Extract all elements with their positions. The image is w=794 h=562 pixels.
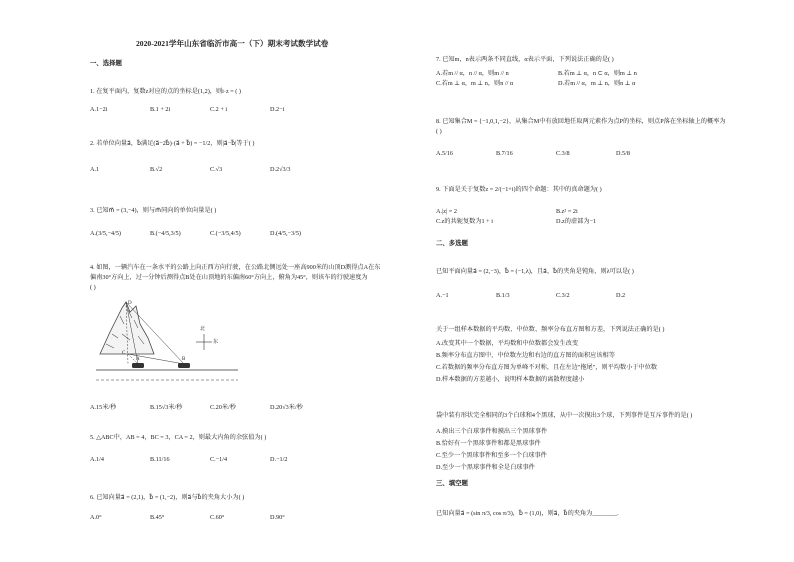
q1-option-c: C.2 + i [210, 106, 228, 113]
question-9-stem: 9. 下面是关于复数z = 2/(−1+i)的四个命题：其中的真命题为( ) [436, 186, 602, 193]
q9-option-b: B.z² = 2i [556, 208, 578, 215]
fig-label-d: D [128, 301, 132, 306]
q12-item-a: A.摸出三个白球事件和摸出三个黑球事件 [436, 428, 548, 435]
question-12-stem: 袋中装有形状完全相同的3个白球和4个黑球，从中一次摸出3个球，下列事件是互斥事件的是( ) [436, 412, 693, 419]
q6-option-c: C.60° [210, 514, 225, 521]
q10-option-b: B.1/3 [496, 292, 510, 299]
question-2-stem: 2. 若单位向量a⃗，b⃗满足(a⃗−2b⃗)·(a⃗ + b⃗) = −1/2，则|a⃗−b⃗|等于( ) [90, 140, 255, 147]
q3-option-b: B.(−4/5,3/5) [150, 230, 181, 237]
q1-option-d: D.2−i [270, 106, 285, 113]
q7-option-a: A.若m // α，n // α，则m // n [436, 70, 509, 77]
q4-option-a: A.15米/秒 [90, 404, 117, 411]
q11-item-b: B.频率分布直方图中，中位数左边和右边的直方图的面积应该相等 [436, 352, 615, 359]
q5-option-b: B.11/16 [150, 456, 170, 463]
q6-option-a: A.0° [90, 514, 102, 521]
section-heading: 一、选择题 [90, 60, 122, 67]
question-8-stem-line2: ( ) [436, 128, 442, 135]
section-heading: 三、填空题 [436, 480, 468, 487]
q1-option-b: B.1 + 2i [150, 106, 171, 113]
q9-option-d: D.z的虚部为−1 [556, 218, 597, 225]
q2-option-a: A.1 [90, 166, 100, 173]
question-13-stem: 已知向量a⃗ = (sin π/3, cos π/3)，b⃗ = (1,0)，则a⃗，b⃗的夹角为________. [436, 510, 619, 517]
q1-option-a: A.1−2i [90, 106, 108, 113]
q8-option-d: D.5/8 [616, 150, 630, 157]
question-1-stem: 1. 在复平面内，复数z对应的点的坐标是(1,2)，则i·z = ( ) [90, 88, 241, 95]
section-heading: 二、多选题 [436, 240, 468, 247]
fig-label-a: A [136, 357, 140, 362]
q11-item-c: C.若数据的频率分布直方图为单峰不对称，且在左边"拖尾"，则平均数小于中位数 [436, 364, 658, 371]
q2-option-d: D.2√3/3 [270, 166, 291, 173]
q6-option-d: D.90° [270, 514, 285, 521]
q9-option-c: C.z的共轭复数为1 + i [436, 218, 493, 225]
question-4-stem-line1: 4. 如图，一辆汽车在一条水平的公路上向正西方向行驶，在公路北侧远处一座高900米的山顶D测得点A在东 [90, 264, 381, 271]
exam-title: 2020-2021学年山东省临沂市高一（下）期末考试数学试卷 [136, 39, 329, 48]
q12-item-b: B.恰好有一个黑球事件和都是黑球事件 [436, 440, 541, 447]
q5-option-a: A.1/4 [90, 456, 104, 463]
fig-label-north: 北 [200, 327, 206, 332]
q8-option-a: A.5/16 [436, 150, 454, 157]
question-8-stem-line1: 8. 已知集合M = {−1,0,1,−2}，从集合M中有放回地任取两元素作为点P的坐标，则点P落在坐标轴上的概率为 [436, 118, 726, 125]
q12-item-d: D.至少一个黑球事件和全是白球事件 [436, 464, 535, 471]
question-6-stem: 6. 已知向量a⃗ = (2,1)，b⃗ = (1,−2)，则a⃗与b⃗的夹角大小为( ) [90, 494, 245, 501]
q7-option-d: D.若m // α，m ⊥ n，则n ⊥ α [558, 80, 636, 87]
q6-option-b: B.45° [150, 514, 165, 521]
q2-option-b: B.√2 [150, 166, 163, 173]
q5-option-d: D.−1/2 [270, 456, 288, 463]
q12-item-c: C.至少一个黑球事件和至多一个白球事件 [436, 452, 547, 459]
q10-option-d: D.2 [616, 292, 626, 299]
q3-option-d: D.(4/5,−3/5) [270, 230, 301, 237]
q8-option-b: B.7/16 [496, 150, 513, 157]
mountain-road-figure [92, 294, 242, 386]
q4-option-c: C.20米/秒 [210, 404, 236, 411]
q2-option-c: C.√3 [210, 166, 223, 173]
q10-option-c: C.3/2 [556, 292, 570, 299]
question-5-stem: 5. △ABC中，AB = 4，BC = 3，CA = 2，则最大内角的余弦值为( ) [90, 434, 267, 441]
q4-option-b: B.15√3米/秒 [150, 404, 183, 411]
q4-option-d: D.20√3米/秒 [270, 404, 303, 411]
q8-option-c: C.3/8 [556, 150, 570, 157]
fig-label-east: 东 [213, 340, 219, 345]
question-3-stem: 3. 已知m⃗ = (3,−4)，则与m⃗同向的单位向量是( ) [90, 207, 217, 214]
q7-option-c: C.若m ⊥ α，m ⊥ n，则n // α [436, 80, 514, 87]
q11-item-a: A.改变其中一个数据，平均数和中位数都会发生改变 [436, 340, 579, 347]
fig-label-b: B [182, 357, 186, 362]
q7-option-b: B.若m ⊥ α，n ⊂ α，则m ⊥ n [558, 70, 637, 77]
question-11-stem: 关于一组样本数据的平均数、中位数、频率分布直方图和方差，下列说法正确的是( ) [436, 326, 665, 333]
question-10-stem: 已知平面向量a⃗ = (2,−3)，b⃗ = (−1,λ)，且a⃗，b⃗的夹角是钝角，则λ可以是( ) [436, 268, 634, 275]
q10-option-a: A.−1 [436, 292, 449, 299]
question-4-stem-line2: 偏南30°方向上，过一分钟后测得点B处在山顶地的东偏南60°方向上，俯角为45°，则该车的行驶速度为 [90, 274, 368, 281]
q3-option-a: A.(3/5,−4/5) [90, 230, 121, 237]
question-7-stem: 7. 已知m，n表示两条不同直线，α表示平面，下列说法正确的是( ) [436, 56, 614, 63]
q11-item-d: D.样本数据的方差越小，说明样本数据的离散程度越小 [436, 376, 585, 383]
q9-option-a: A.|z| = 2 [436, 208, 457, 215]
q3-option-c: C.(−3/5,4/5) [210, 230, 241, 237]
fig-label-c: C [122, 351, 126, 356]
q5-option-c: C.−1/4 [210, 456, 228, 463]
question-4-stem-line3: ( ) [90, 284, 96, 291]
